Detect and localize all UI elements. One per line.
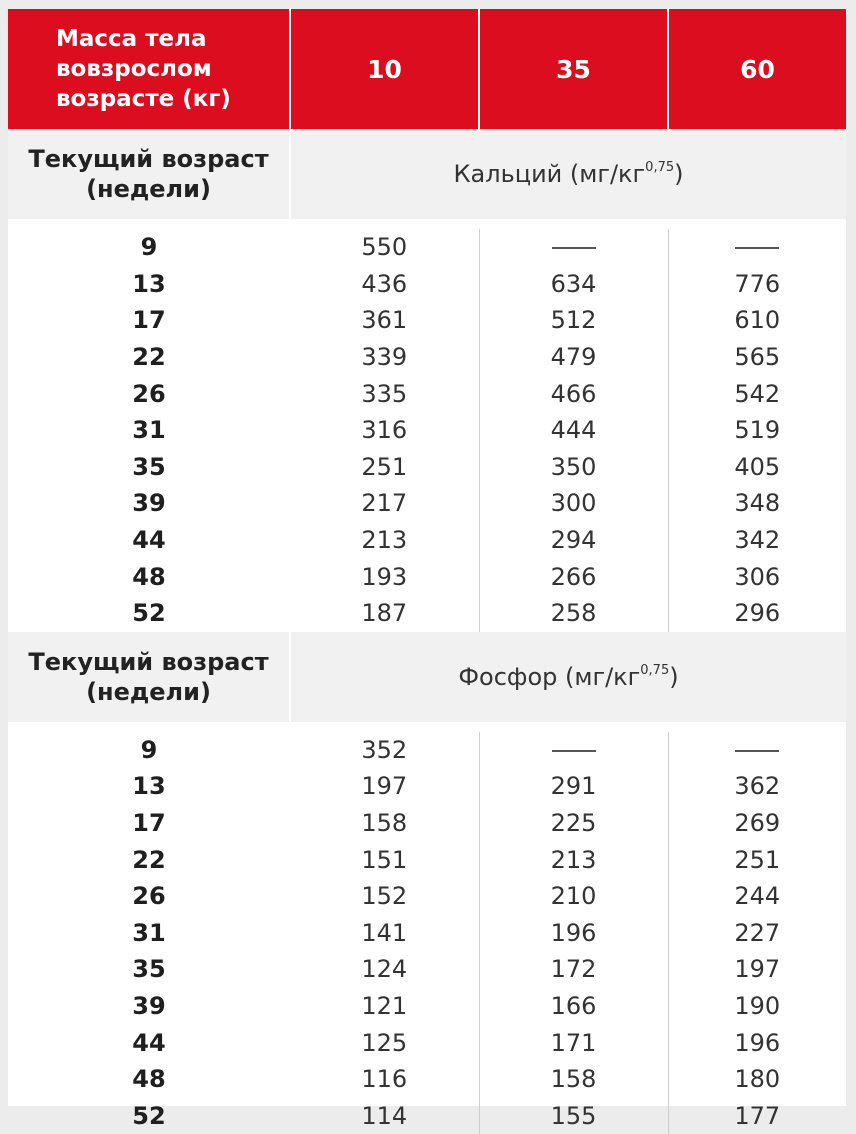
value-cell: 217 [290, 485, 479, 522]
value-cell: 542 [734, 379, 781, 408]
table-card [8, 9, 846, 1130]
section-header-row [8, 632, 846, 727]
value-cell: 151 [290, 841, 479, 878]
value-cell: 342 [734, 526, 781, 555]
value-cell: 197 [734, 955, 781, 984]
no-value-dash [552, 750, 596, 752]
value-cell: 405 [734, 452, 781, 481]
age-cell: 26 [132, 882, 166, 911]
value-cell: 196 [479, 915, 668, 952]
value-cell: 116 [290, 1061, 479, 1098]
value-cell: 466 [479, 375, 668, 412]
value-cell: 187 [290, 595, 479, 632]
table-row [8, 339, 846, 376]
value-cell: 190 [734, 991, 781, 1020]
value-cell: 776 [734, 269, 781, 298]
age-cell: 13 [132, 772, 166, 801]
age-cell: 26 [132, 379, 166, 408]
value-cell: 225 [479, 805, 668, 842]
value-cell: 296 [734, 599, 781, 628]
table-row [8, 841, 846, 878]
value-cell: 171 [479, 1024, 668, 1061]
table-row [8, 915, 846, 952]
nutrient-title-text: Кальций (мг/кг [453, 160, 646, 188]
age-cell: 17 [132, 809, 166, 838]
age-cell: 48 [132, 1065, 166, 1094]
age-cell: 48 [132, 562, 166, 591]
value-cell: 251 [734, 845, 781, 874]
nutrient-title [290, 632, 846, 727]
value-cell: 155 [479, 1097, 668, 1134]
nutrient-title-close: ) [674, 160, 684, 188]
table-body [8, 129, 846, 1134]
table-row [8, 224, 846, 266]
value-cell: 152 [290, 878, 479, 915]
value-cell: 158 [290, 805, 479, 842]
value-cell: 519 [734, 416, 781, 445]
value-cell: 141 [290, 915, 479, 952]
age-cell: 22 [132, 343, 166, 372]
value-cell: 180 [734, 1065, 781, 1094]
nutrient-table [8, 9, 846, 1134]
value-cell [479, 224, 668, 266]
current-age-label-line: Текущий возраст [28, 145, 269, 173]
value-cell: 352 [290, 727, 479, 769]
value-cell: 227 [734, 918, 781, 947]
table-row [8, 302, 846, 339]
table-row [8, 988, 846, 1025]
table-row [8, 805, 846, 842]
table-row [8, 558, 846, 595]
value-cell: 361 [290, 302, 479, 339]
value-cell: 565 [734, 343, 781, 372]
value-cell: 348 [734, 489, 781, 518]
value-cell: 294 [479, 522, 668, 559]
age-cell: 17 [132, 306, 166, 335]
value-cell: 634 [479, 266, 668, 303]
age-cell: 31 [132, 416, 166, 445]
age-cell: 39 [132, 991, 166, 1020]
table-row [8, 449, 846, 486]
age-cell: 13 [132, 269, 166, 298]
table-row [8, 727, 846, 769]
mass-column-header: 10 [290, 9, 479, 129]
value-cell: 193 [290, 558, 479, 595]
value-cell [479, 727, 668, 769]
table-row [8, 951, 846, 988]
value-cell: 121 [290, 988, 479, 1025]
age-cell: 9 [8, 727, 290, 769]
table-row [8, 1097, 846, 1134]
no-value-dash [735, 247, 779, 249]
value-cell [668, 727, 846, 769]
table-row [8, 1024, 846, 1061]
nutrient-title-text: Фосфор (мг/кг [458, 662, 641, 691]
value-cell: 210 [479, 878, 668, 915]
value-cell: 291 [479, 768, 668, 805]
value-cell: 350 [479, 449, 668, 486]
current-age-label-line: (недели) [86, 677, 211, 706]
table-row [8, 412, 846, 449]
table-row [8, 485, 846, 522]
value-cell: 166 [479, 988, 668, 1025]
mass-column-header: 35 [479, 9, 668, 129]
age-cell: 35 [132, 955, 166, 984]
age-cell: 31 [132, 918, 166, 947]
value-cell: 258 [479, 595, 668, 632]
no-value-dash [735, 750, 779, 752]
age-cell: 44 [132, 526, 166, 555]
value-cell: 316 [290, 412, 479, 449]
value-cell: 339 [290, 339, 479, 376]
body-mass-header-line: Масса тела [56, 26, 207, 52]
age-cell: 9 [8, 224, 290, 266]
value-cell: 196 [734, 1028, 781, 1057]
value-cell: 213 [479, 841, 668, 878]
value-cell [668, 224, 846, 266]
no-value-dash [552, 247, 596, 249]
age-cell: 39 [132, 489, 166, 518]
unit-exponent: 0,75 [640, 662, 670, 678]
value-cell: 213 [290, 522, 479, 559]
table-row [8, 266, 846, 303]
age-cell: 52 [132, 599, 166, 628]
value-cell: 436 [290, 266, 479, 303]
age-cell: 35 [132, 452, 166, 481]
table-row [8, 595, 846, 632]
body-mass-header [8, 9, 290, 129]
value-cell: 335 [290, 375, 479, 412]
value-cell: 158 [479, 1061, 668, 1098]
unit-exponent: 0,75 [645, 160, 675, 175]
age-cell: 44 [132, 1028, 166, 1057]
age-cell: 52 [132, 1101, 166, 1130]
table-row [8, 768, 846, 805]
value-cell: 177 [734, 1101, 781, 1130]
value-cell: 125 [290, 1024, 479, 1061]
section-header-row [8, 129, 846, 224]
nutrient-title-close: ) [669, 662, 679, 691]
body-mass-header-line: возрасте (кг) [56, 86, 231, 112]
value-cell: 512 [479, 302, 668, 339]
value-cell: 269 [734, 809, 781, 838]
table-row [8, 878, 846, 915]
value-cell: 444 [479, 412, 668, 449]
table-row [8, 375, 846, 412]
value-cell: 197 [290, 768, 479, 805]
current-age-label-line: Текущий возраст [28, 647, 269, 676]
body-mass-header-line: вовзрослом [56, 56, 212, 82]
current-age-label-line: (недели) [86, 175, 211, 203]
age-cell: 22 [132, 845, 166, 874]
table-header [8, 9, 846, 129]
nutrient-title [290, 129, 846, 224]
value-cell: 306 [734, 562, 781, 591]
current-age-label [8, 129, 290, 224]
value-cell: 251 [290, 449, 479, 486]
value-cell: 114 [290, 1097, 479, 1134]
value-cell: 479 [479, 339, 668, 376]
table-row [8, 522, 846, 559]
table-row [8, 1061, 846, 1098]
value-cell: 550 [290, 224, 479, 266]
mass-column-header: 60 [668, 9, 846, 129]
value-cell: 124 [290, 951, 479, 988]
value-cell: 244 [734, 882, 781, 911]
value-cell: 172 [479, 951, 668, 988]
current-age-label [8, 632, 290, 727]
value-cell: 362 [734, 772, 781, 801]
value-cell: 610 [734, 306, 781, 335]
value-cell: 300 [479, 485, 668, 522]
value-cell: 266 [479, 558, 668, 595]
